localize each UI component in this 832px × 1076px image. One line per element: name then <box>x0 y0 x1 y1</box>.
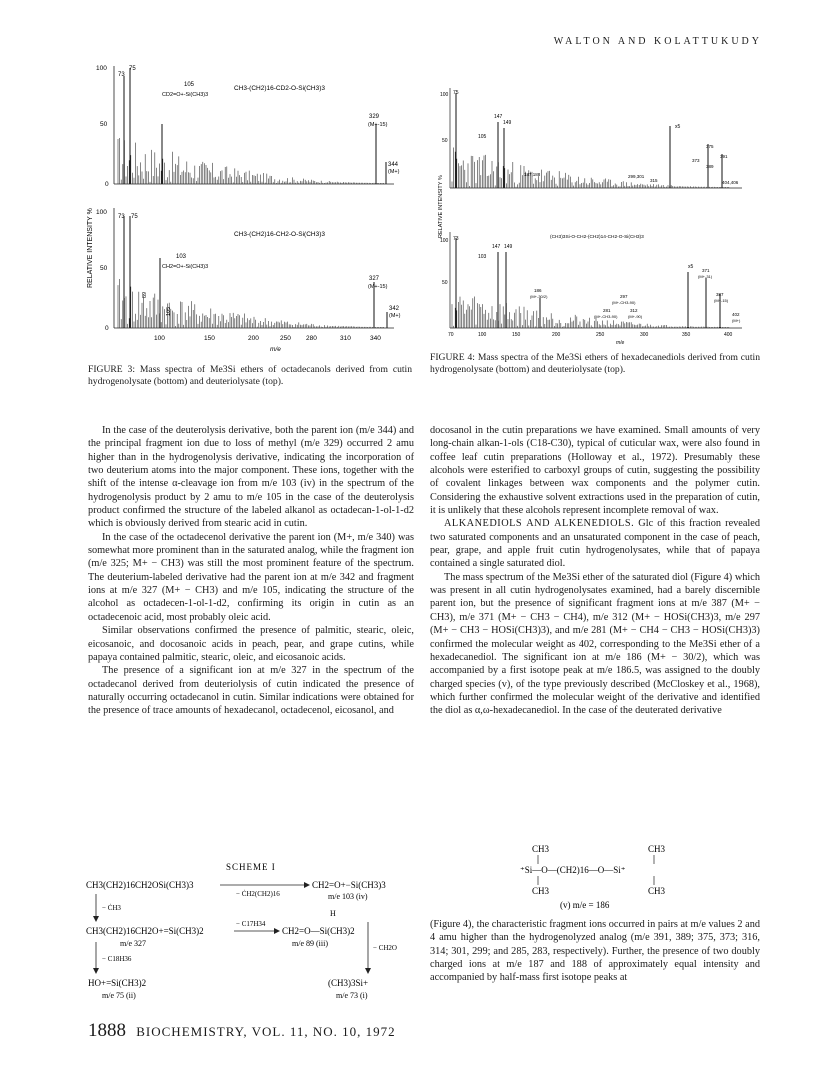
fig4-top-x5: x5 <box>675 124 681 130</box>
scheme-mid: CH3(CH2)16CH2O+=Si(CH3)2 <box>86 926 204 936</box>
fig4-top-100: 100 <box>440 92 449 98</box>
fig3-x-tick-200: 200 <box>248 335 259 342</box>
fig3-bot-label-105: 105 <box>166 306 172 316</box>
right-paragraph-2 <box>430 517 760 570</box>
fig4-bot-402: 402 <box>732 312 740 317</box>
fig3-x-tick-150: 150 <box>204 335 215 342</box>
fig3-bot-tick-100: 100 <box>96 209 107 216</box>
right-column <box>430 424 760 718</box>
fig3-bot-label-89: 89 <box>142 291 148 298</box>
right-paragraph-2-text: Glc of this fraction revealed two saturated components and an unsaturated component in the case of peach, pear, grape, and apple fruit cutin hydrogenolysates, while that of papaya contained a single saturated diol. <box>430 518 761 570</box>
fig4-top-391: 391 <box>720 154 728 159</box>
fig4-top-315: 315 <box>650 178 658 183</box>
structure-v <box>520 842 700 912</box>
fig3-top-label-329: 329 <box>369 114 380 120</box>
struct-v-top-right: CH3 <box>648 844 666 854</box>
scheme-product-iii-h: H <box>330 909 336 918</box>
fig3-top-label-ion: CD2=O+-Si(CH3)3 <box>162 92 209 98</box>
fig4-bot-147: 147 <box>492 244 501 250</box>
fig3-bot-label-73: 73 <box>118 214 125 220</box>
fig3-x-axis-label: m/e <box>270 346 281 353</box>
fig3-bot-label-103: 103 <box>176 254 187 260</box>
fig4-bot-312: 312 <box>630 308 638 313</box>
left-paragraph-4: The presence of a significant ion at m/e 327 in the spectrum of the octadecanol derived from deuteriolysis of cutin indicated the presence of naturally occurring octadecanol in cutin. Similar indications were obtained for the presence of trace amounts of hexadecanol, octadecenol, eicosanol, and <box>88 665 414 717</box>
scheme-down2-label: − C18H36 <box>102 955 132 963</box>
fig3-top-tick-50: 50 <box>100 121 108 128</box>
right-column-continued <box>430 918 760 985</box>
fig3-top-tick-0: 0 <box>105 181 109 188</box>
scheme-title: SCHEME I <box>226 862 276 872</box>
fig4-bottom-formula: (CH3)3Si-O-CH2-(CH2)14-CH2-O-Si(CH3)3 <box>550 235 644 240</box>
fig3-bot-label-75: 75 <box>131 214 138 220</box>
scheme-down1-label: − ĊH3 <box>102 904 121 912</box>
fig3-top-formula: CH3-(CH2)16-CD2-O-Si(CH3)3 <box>234 85 326 92</box>
fig3-bot-label-342: 342 <box>389 306 400 312</box>
fig4-top-373: 373 <box>692 158 700 163</box>
fig4-top-375: 375 <box>706 144 714 149</box>
fig4-top-149: 149 <box>503 120 512 126</box>
scheme-product-iv-label: m/e 103 (iv) <box>328 892 368 901</box>
fig4-top-389: 389 <box>706 164 714 169</box>
scheme-product-i: (CH3)3Si+ <box>328 978 369 988</box>
page-footer <box>88 1020 396 1042</box>
scheme-product-iv: CH2=O+−Si(CH3)3 <box>312 880 386 890</box>
fig4-x-tick-200: 200 <box>552 332 561 338</box>
fig4-x-tick-400: 400 <box>724 332 733 338</box>
fig4-bot-371-desc: (M+-31) <box>698 274 713 279</box>
fig4-x-tick-250: 250 <box>596 332 605 338</box>
fig4-bot-387-desc: (M+-15) <box>714 298 729 303</box>
left-column <box>88 424 414 718</box>
struct-v-chain: ⁺Si—O—(CH2)16—O—Si⁺ <box>520 865 626 875</box>
section-heading: ALKANEDIOLS AND ALKENEDIOLS. <box>444 518 635 530</box>
fig4-bot-387: 387 <box>716 292 724 297</box>
fig4-x-tick-300: 300 <box>640 332 649 338</box>
fig4-y-axis-label: RELATIVE INTENSITY % <box>438 175 444 238</box>
fig4-top-75: 75 <box>453 90 459 96</box>
fig3-bot-label-m: (M+) <box>389 313 401 319</box>
scheme-side-label: − CH2O <box>373 944 397 952</box>
figure-3-caption: FIGURE 3: Mass spectra of Me3Si ethers of octadecanols derived from cutin hydrogenolysate (bottom) and deuteriolysate (top). <box>88 364 412 387</box>
fig4-bot-371: 371 <box>702 268 710 273</box>
scheme-arrow1-label: − ĊH2(CH2)16 <box>236 890 280 898</box>
fig4-top-187: 187,188 <box>524 172 541 177</box>
fig4-x-tick-100: 100 <box>478 332 487 338</box>
fig4-bottom-peaks <box>452 238 729 328</box>
struct-v-label: (v) m/e = 186 <box>560 900 610 910</box>
fig4-bot-297-desc: (M+-CH3-90) <box>612 300 636 305</box>
fig4-bot-50: 50 <box>442 280 448 286</box>
fig4-top-404: 404,406 <box>722 180 739 185</box>
fig4-bot-297: 297 <box>620 294 628 299</box>
right-paragraph-1: docosanol in the cutin preparations we have examined. Small amounts of very long-chain alkan-1-ols (C18-C30), typical of cuticular wax, were also found in coffee leaf cutin preparations (Holloway et al., 1972). Presumably these alcohols were esterified to carboxyl groups of cutin, suggesting the possibility of covalent linkages between wax components and the polymer cutin. Considering the exhaustive solvent extractions used in the preparation of cutin, it is unlikely that these alcohols represent incomplete removal of wax. <box>430 425 760 517</box>
journal-info: BIOCHEMISTRY, VOL. 11, NO. 10, 1972 <box>136 1024 396 1039</box>
figure-3 <box>84 58 414 358</box>
scheme-product-ii: HO+=Si(CH3)2 <box>88 978 147 988</box>
fig4-x-tick-350: 350 <box>682 332 691 338</box>
fig4-top-147: 147 <box>494 114 503 120</box>
left-paragraph-2: In the case of the octadecenol derivative the parent ion (M+, m/e 340) was somewhat more prominent than in the saturated analog, while the fragment ion (m/e 325; M+ − CH3) was still the most prominent feature of the spectrum. The deuterium-labeled derivative had the parent ion at m/e 342 and fragment ions at m/e 327 (M+ − CH3) and m/e 105, indicating the structure of the alcohol as octadecen-1-ol-1-d2, confirming its origin in cutin as an octadecenoic acid, most probably oleic acid. <box>88 531 414 623</box>
fig3-y-axis-label: RELATIVE INTENSITY % <box>87 208 94 288</box>
page-number: 1888 <box>88 1020 126 1041</box>
fig3-bottom-formula: CH3-(CH2)16-CH2-O-Si(CH3)3 <box>234 231 326 238</box>
fig4-top-299: 299,301 <box>628 174 645 179</box>
scheme-product-i-label: m/e 73 (i) <box>336 991 368 1000</box>
fig4-bot-100: 100 <box>440 238 449 244</box>
scheme-1 <box>86 858 416 1008</box>
fig4-bot-281-desc: (M+-CH3-90) <box>594 314 618 319</box>
scheme-product-iii-label: m/e 89 (iii) <box>292 939 328 948</box>
fig3-bot-label-ion: CH2=O+-Si(CH3)3 <box>162 264 209 270</box>
fig3-top-label-m: (M+) <box>388 169 400 175</box>
fig4-top-peaks <box>452 93 729 188</box>
fig3-bot-tick-0: 0 <box>105 325 109 332</box>
fig3-top-label-m15: (M+-15) <box>368 122 388 128</box>
running-head: WALTON AND KOLATTUKUDY <box>553 36 762 47</box>
scheme-mid-label: m/e 327 <box>120 939 146 948</box>
fig3-x-tick-310: 310 <box>340 335 351 342</box>
fig3-bot-label-m15: (M+-15) <box>368 284 388 290</box>
left-paragraph-1: In the case of the deuterolysis derivative, both the parent ion (m/e 344) and the principal fragment ion due to loss of methyl (m/e 329) occurred 2 amu higher than in the hydrogenolysis derivative, indicating the incorporation of two deuterium atoms into the major component. These ions, together with the shift of the intense α-cleavage ion from m/e 103 (iv) in the spectrum of the hydrogenolysis product by 2 amu to m/e 105 in the case of the deuterolysis product confirmed the structure of the labeled alkanol as octadecan-1-ol-1-d2 which is obviously derived from stearic acid in cutin. <box>88 425 414 530</box>
scheme-product-iii: CH2=O—Si(CH3)2 <box>282 926 355 936</box>
fig4-x-tick-70: 70 <box>448 332 454 338</box>
right-paragraph-3: The mass spectrum of the Me3Si ether of the saturated diol (Figure 4) which was present in all cutin hydrogenolysates examined, had a barely discernible parent ion, but the presence of significant fragment ions at m/e 387 (M+ − CH3), m/e 371 (M+ − CH3 − CH4), m/e 312 (M+ − HOSi(CH3)3, m/e 297 (M+ − CH3 − HOSi(CH3)3), and m/e 281 (M+ − CH4 − CH3 − HOSi(CH3)3) confirmed the molecular weight as 402, corresponding to the Me3Si ether of a hexadecanediol. The significant ion at m/e 186 (M+ − 30/2), which was accompanied by a first isotope peak at m/e 186.5, was assigned to the doubly charged species (v), of the type previously described (McCloskey et al., 1968), which further confirmed the molecular weight of the derivative and identified the diol as α,ω-hexadecanediol. In the case of the deuterated derivative <box>430 571 760 717</box>
fig4-x-axis-label: m/e <box>616 340 625 346</box>
scheme-product-ii-label: m/e 75 (ii) <box>102 991 136 1000</box>
fig3-bot-tick-50: 50 <box>100 265 108 272</box>
structure-v-drawing <box>520 842 700 912</box>
fig3-top-label-73: 73 <box>118 72 125 78</box>
fig4-bot-186: 186 <box>534 288 542 293</box>
scheme-1-diagram <box>86 858 416 1008</box>
figure-4-caption: FIGURE 4: Mass spectra of the Me3Si ethers of hexadecanediols derived from cutin hydrogenolysate (bottom) and deuteriolysate (top). <box>430 352 760 375</box>
fig4-bot-186-desc: (M+-30/2) <box>530 294 548 299</box>
fig4-top-105: 105 <box>478 134 487 140</box>
fig4-x-tick-150: 150 <box>512 332 521 338</box>
left-paragraph-3: Similar observations confirmed the presence of palmitic, stearic, oleic, eicosanoic, and docosanoic acids in peach, pear, and grape cutins, while papaya contained palmitic, stearic, oleic, and eicosanoic acids. <box>88 625 414 663</box>
right-paragraph-4: (Figure 4), the characteristic fragment ions occurred in pairs at m/e values 2 and 4 amu higher than the hydrogenolyzed analog (m/e 391, 389; 375, 373; 316, 314; 301, 299; and 285, 283, respectively). Further, the presence of two doubly charged ions at m/e 187 and 188 of approximately equal intensity and accompanied by half-mass first isotope peaks at <box>430 919 760 984</box>
fig3-bot-label-327: 327 <box>369 276 380 282</box>
fig3-top-label-75: 75 <box>129 66 136 72</box>
fig3-x-tick-340: 340 <box>370 335 381 342</box>
scheme-arrow2-label: − C17H34 <box>236 920 266 928</box>
fig4-bot-149: 149 <box>504 244 513 250</box>
fig4-bot-281: 281 <box>603 308 611 313</box>
fig3-x-tick-280: 280 <box>306 335 317 342</box>
fig3-top-tick-100: 100 <box>96 65 107 72</box>
fig4-top-50: 50 <box>442 138 448 144</box>
fig3-top-label-344: 344 <box>388 162 399 168</box>
struct-v-bottom-left: CH3 <box>532 886 550 896</box>
fig4-bot-402-desc: (M+) <box>732 318 741 323</box>
fig4-bot-103: 103 <box>478 254 487 260</box>
fig3-x-tick-100: 100 <box>154 335 165 342</box>
figure-4 <box>430 58 756 346</box>
fig3-top-label-105: 105 <box>184 82 195 88</box>
scheme-start: CH3(CH2)16CH2OSi(CH3)3 <box>86 880 194 890</box>
struct-v-top-left: CH3 <box>532 844 550 854</box>
figure-3-spectra <box>84 58 414 358</box>
figure-4-spectra <box>430 58 756 346</box>
fig4-bot-73: 73 <box>453 236 459 242</box>
fig4-bot-312-desc: (M+-90) <box>628 314 643 319</box>
fig3-x-tick-250: 250 <box>280 335 291 342</box>
struct-v-bottom-right: CH3 <box>648 886 666 896</box>
fig4-bot-x5: x5 <box>688 264 694 270</box>
